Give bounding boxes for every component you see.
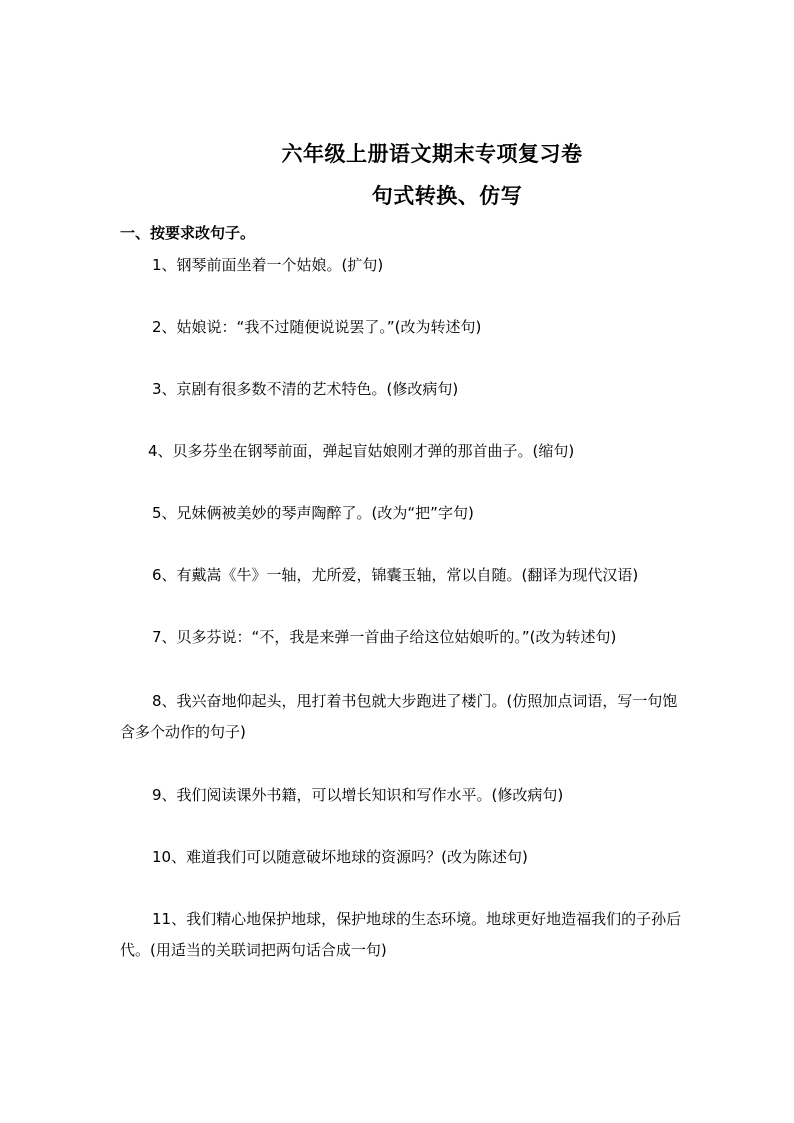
question-number: 6、 (152, 566, 177, 584)
question-item (120, 560, 690, 591)
question-number: 4、 (148, 442, 173, 460)
question-number: 7、 (152, 628, 177, 646)
question-text: 兄妹俩被美妙的琴声陶醉了。(改为“把”字句) (176, 504, 474, 522)
question-number: 9、 (152, 786, 177, 804)
question-number: 2、 (152, 318, 177, 336)
question-number: 11、 (152, 910, 187, 928)
question-item (120, 780, 682, 811)
question-text: 京剧有很多数不清的艺术特色。(修改病句) (176, 380, 459, 398)
question-text: 姑娘说：“我不过随便说说罢了。”(改为转述句) (176, 318, 482, 336)
question-text: 我们精心地保护地球，保护地球的生态环境。地球更好地造福我们的子孙后代。(用适当的关联词把两句话合成一句) (120, 910, 682, 959)
question-number: 3、 (152, 380, 177, 398)
question-item (120, 312, 682, 343)
question-text: 有戴嵩《牛》一轴，尤所爱，锦囊玉轴，常以自随。(翻译为现代汉语) (176, 566, 639, 584)
question-text: 贝多芬说：“不，我是来弹一首曲子给这位姑娘听的。”(改为转述句) (176, 628, 617, 646)
section-heading: 一、按要求改句子。 (120, 224, 256, 242)
question-item (120, 686, 682, 748)
question-text: 难道我们可以随意破坏地球的资源吗？(改为陈述句) (186, 848, 528, 866)
question-text: 贝多芬坐在钢琴前面，弹起盲姑娘刚才弹的那首曲子。(缩句) (172, 442, 575, 460)
document-subtitle: 句式转换、仿写 (371, 184, 523, 208)
document-title: 六年级上册语文期末专项复习卷 (281, 142, 583, 166)
question-item (120, 904, 682, 966)
question-item (120, 842, 682, 873)
question-number: 5、 (152, 504, 177, 522)
question-number: 8、 (152, 692, 177, 710)
question-text: 钢琴前面坐着一个姑娘。(扩句) (176, 256, 384, 274)
question-item (120, 436, 682, 467)
question-number: 10、 (152, 848, 187, 866)
question-text: 我们阅读课外书籍，可以增长知识和写作水平。(修改病句) (176, 786, 564, 804)
question-text: 我兴奋地仰起头，甩打着书包就大步跑进了楼门。(仿照加点词语，写一句饱含多个动作的句子) (120, 692, 678, 741)
question-item (120, 374, 682, 405)
question-item (120, 250, 682, 281)
question-item (120, 498, 682, 529)
question-number: 1、 (152, 256, 177, 274)
question-item (120, 622, 690, 653)
